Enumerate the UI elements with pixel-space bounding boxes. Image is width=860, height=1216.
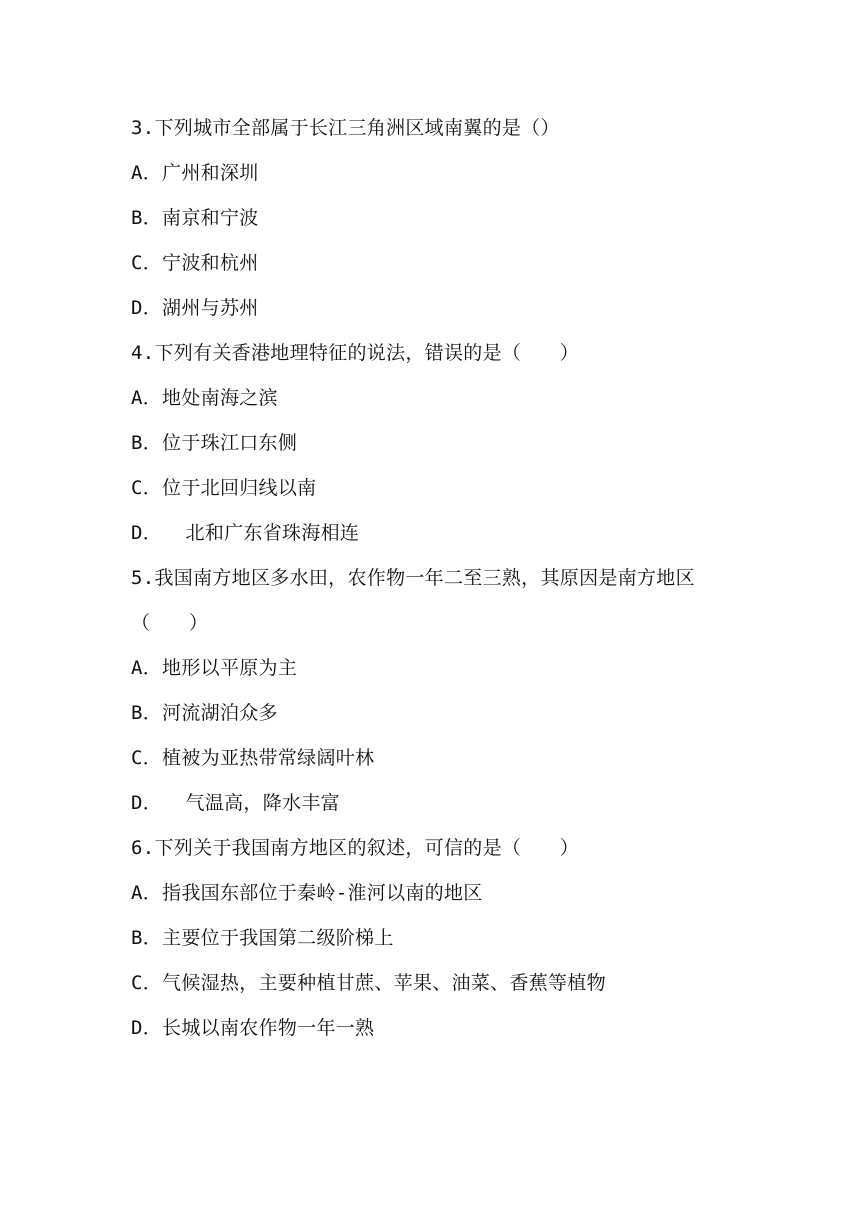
question-5-option-a: A．地形以平原为主 bbox=[131, 657, 298, 679]
question-5-stem-continued: （ ） bbox=[131, 612, 209, 634]
question-3-option-a: A．广州和深圳 bbox=[131, 162, 259, 184]
question-6-stem: 6.下列关于我国南方地区的叙述，可信的是（ ） bbox=[131, 837, 580, 859]
question-3-option-b: B．南京和宁波 bbox=[131, 207, 259, 229]
question-6-option-b: B．主要位于我国第二级阶梯上 bbox=[131, 927, 394, 949]
question-3-option-c: C．宁波和杭州 bbox=[131, 252, 259, 274]
question-5-option-c: C．植被为亚热带常绿阔叶林 bbox=[131, 747, 375, 769]
question-5-stem: 5.我国南方地区多水田，农作物一年二至三熟，其原因是南方地区 bbox=[131, 567, 695, 589]
question-5-option-d: D． 气温高，降水丰富 bbox=[131, 792, 340, 814]
question-4-option-b: B．位于珠江口东侧 bbox=[131, 432, 298, 454]
question-4-stem: 4.下列有关香港地理特征的说法，错误的是（ ） bbox=[131, 342, 580, 364]
question-4-option-a: A．地处南海之滨 bbox=[131, 387, 278, 409]
question-6-option-c: C．气候湿热，主要种植甘蔗、苹果、油菜、香蕉等植物 bbox=[131, 972, 606, 994]
question-6-option-d: D．长城以南农作物一年一熟 bbox=[131, 1017, 375, 1039]
question-4-option-c: C．位于北回归线以南 bbox=[131, 477, 317, 499]
question-3-stem: 3.下列城市全部属于长江三角洲区域南翼的是（） bbox=[131, 117, 560, 139]
question-3-option-d: D．湖州与苏州 bbox=[131, 297, 259, 319]
question-4-option-d: D． 北和广东省珠海相连 bbox=[131, 522, 360, 544]
question-5-option-b: B．河流湖泊众多 bbox=[131, 702, 278, 724]
question-6-option-a: A．指我国东部位于秦岭-淮河以南的地区 bbox=[131, 882, 483, 904]
